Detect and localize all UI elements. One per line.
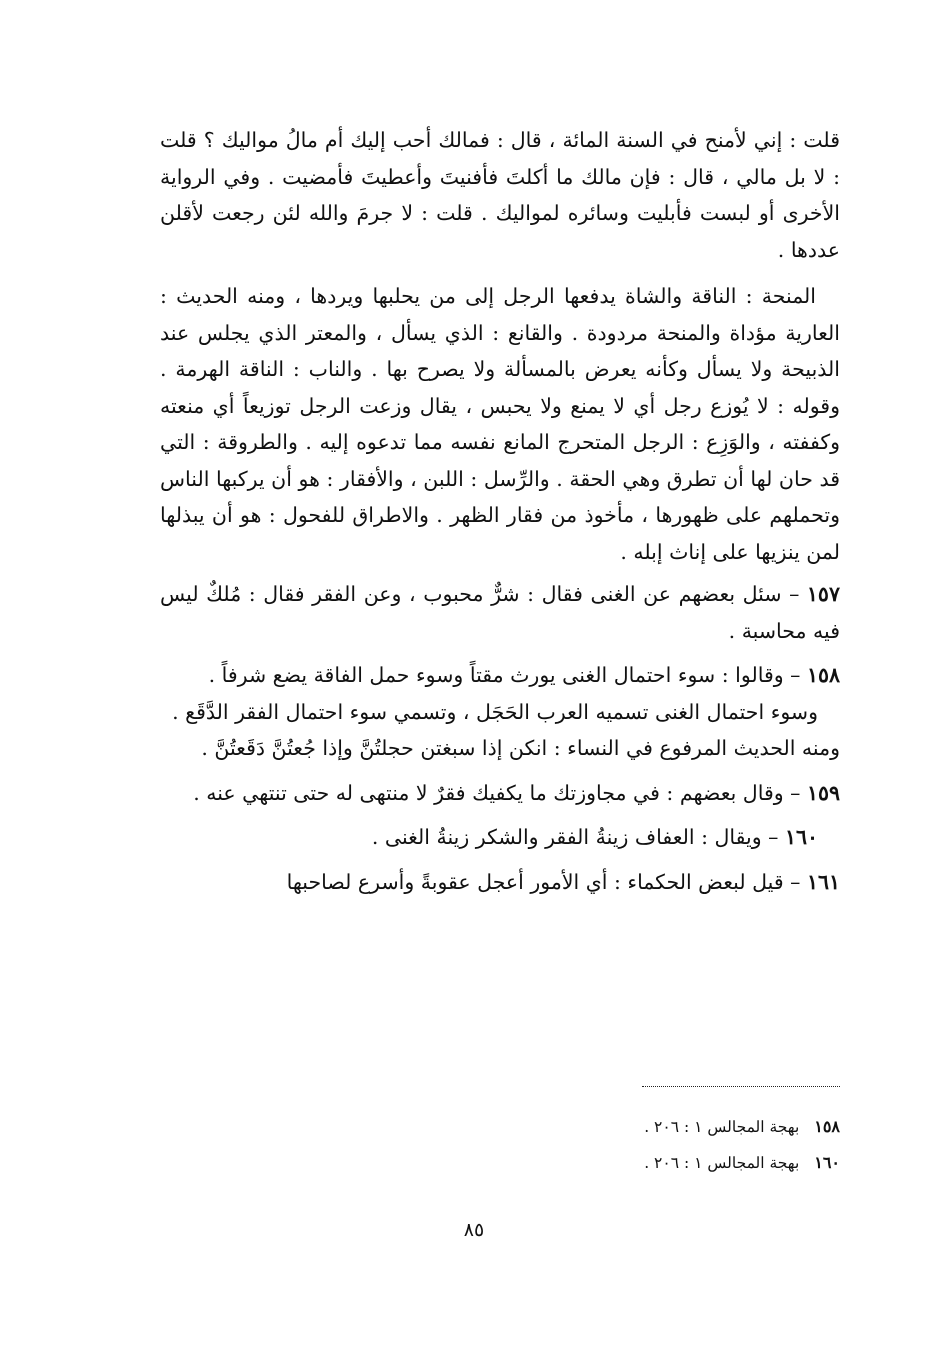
entry-dash: – xyxy=(790,869,801,894)
entry-text: سئل بعضهم عن الغنى فقال : شرٌّ محبوب ، وعن الفقر فقال : مُلكٌ ليس فيه محاسبة . xyxy=(160,582,840,643)
entry-dash: – xyxy=(790,663,801,687)
entry-number: ١٥٩ xyxy=(806,780,840,805)
entry-161 xyxy=(160,864,840,901)
paragraph-dialogue: قلت : إني لأمنح في السنة المائة ، قال : فمالك أحب إليك أم مالُ مواليك ؟ قلت : لا بل مالي ، قال : فإن مالك ما أكلتَ فأفنيتَ وأعطيتَ فأمضيت . وفي الرواية الأخرى أو لبست فأبليت وسائره لمواليك . قلت : لا جرمَ والله لئن رجعت لأقلن عددها . xyxy=(160,128,840,262)
entry-number: ١٦٠ xyxy=(784,825,818,849)
entry-dash: – xyxy=(790,780,801,805)
main-text xyxy=(160,122,840,908)
entry-157 xyxy=(160,576,840,649)
footnote-text: بهجة المجالس ١ : ٢٠٦ . xyxy=(644,1118,800,1136)
footnote-number: ١٦٠ xyxy=(814,1153,840,1172)
footnote-separator xyxy=(642,1086,840,1087)
entry-text: قيل لبعض الحكماء : أي الأمور أعجل عقوبةً وأسرع لصاحبها xyxy=(286,869,784,894)
entry-160 xyxy=(160,819,840,856)
entry-text: ويقال : العفاف زينةُ الفقر والشكر زينةُ الغنى . xyxy=(371,825,762,849)
entry-159 xyxy=(160,775,840,812)
footnote-160 xyxy=(560,1151,840,1175)
page-number: ٨٥ xyxy=(463,1219,485,1241)
entry-text: وقال بعضهم : في مجاوزتك ما يكفيك فقرٌ لا منتهى له حتى تنتهي عنه . xyxy=(193,780,784,805)
entry-number: ١٥٨ xyxy=(806,663,840,687)
entry-dash: – xyxy=(768,825,779,849)
entry-number: ١٥٧ xyxy=(806,582,840,606)
entry-158 xyxy=(160,657,840,694)
entry-158-continuation-2: ومنه الحديث المرفوع في النساء : انكن إذا سبغتن حجلتُنَّ وإذا جُعتُنَّ دَقَعتُنَّ . xyxy=(201,736,840,760)
entry-text: وقالوا : سوء احتمال الغنى يورث مقتاً وسوء حمل الفاقة يضع شرفاً . xyxy=(208,663,784,687)
entry-158-continuation-1: وسوء احتمال الغنى تسميه العرب الحَجَل ، وتسمي سوء احتمال الفقر الدَّقَع . xyxy=(172,699,818,724)
entry-dash: – xyxy=(789,582,800,606)
paragraph-glossary: المنحة : الناقة والشاة يدفعها الرجل إلى من يحلبها ويردها ، ومنه الحديث : العارية مؤداة والمنحة مردودة . والقانع : الذي يسأل ، والمعتر الذي يجلس عند الذبيحة ولا يسأل وكأنه يعرض بالمسألة ولا يصرح بها . والناب : الناقة الهرمة . وقوله : لا يُوزع رجل أي لا يمنع ولا يحبس ، يقال وزعت الرجل توزيعاً أي منعته وكففته ، والوَزِع : الرجل المتحرج المانع نفسه مما تدعوه إليه . والطروقة : التي قد حان لها أن تطرق وهي الحقة . والرِّسل : اللبن ، والأفقار : هو أن يركبها الناس وتحملهم على ظهورها ، مأخوذ من فقار الظهر . والاطراق للفحول : هو أن يبذلها لمن ينزيها على إناث إبله . xyxy=(160,284,840,564)
footnote-number: ١٥٨ xyxy=(814,1117,840,1136)
footnote-text: بهجة المجالس ١ : ٢٠٦ . xyxy=(644,1154,800,1172)
footnote-158 xyxy=(560,1115,840,1139)
entry-number: ١٦١ xyxy=(806,869,840,894)
